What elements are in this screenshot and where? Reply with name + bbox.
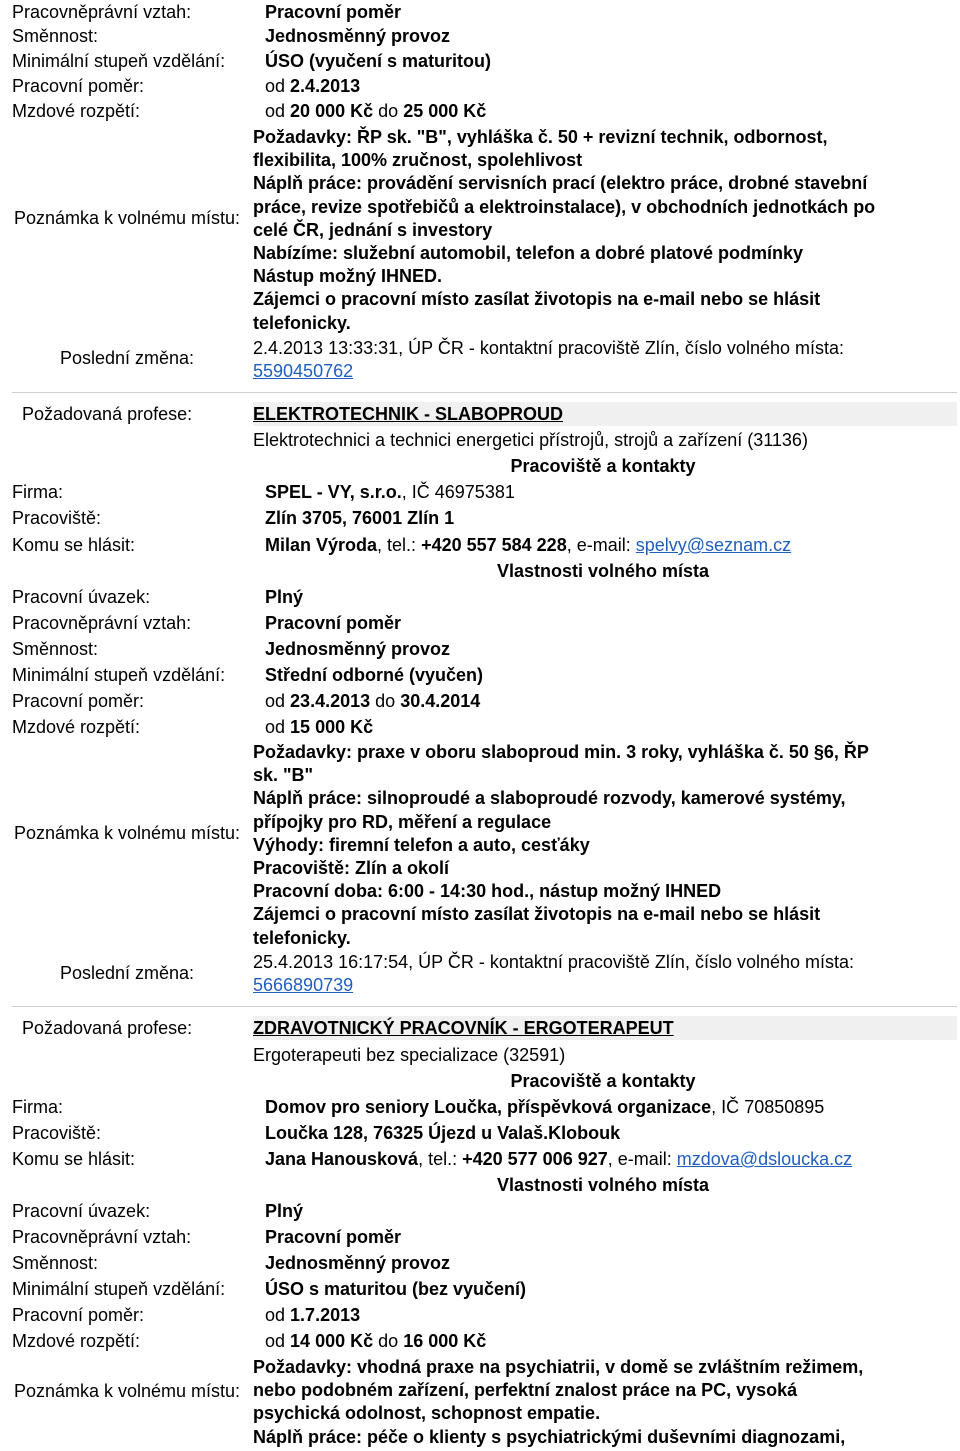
od-text: od (265, 76, 286, 96)
row-uvazek (12, 585, 304, 609)
label: Pracovní poměr: (12, 691, 145, 711)
od-text: od (265, 101, 286, 121)
value: Jednosměnný provoz (265, 639, 451, 659)
posledni-zmena-value (253, 951, 854, 997)
note-line: Zájemci o pracovní místo zasílat životopis na e-mail nebo se hlásit (253, 904, 821, 925)
poznamka-label: Poznámka k volnému místu: (13, 1381, 241, 1401)
label: Pracovní úvazek: (12, 587, 151, 607)
note-line: flexibilita, 100% zručnost, spolehlivost (253, 150, 583, 171)
row-pracoviste (12, 1121, 621, 1145)
profese-title: ZDRAVOTNICKÝ PRACOVNÍK - ERGOTERAPEUT (253, 1018, 674, 1038)
row-mzda (12, 99, 487, 123)
label: Firma: (12, 482, 63, 502)
note-line: Požadavky: ŘP sk. "B", vyhláška č. 50 + revizní technik, odbornost, (253, 127, 828, 147)
zmena-text: ÚP ČR - kontaktní pracoviště Zlín, číslo volného místa: (418, 952, 855, 972)
pomer-do: 30.4.2014 (400, 691, 481, 711)
note-line: sk. "B" (253, 765, 314, 786)
label: Minimální stupeň vzdělání: (12, 665, 226, 685)
value (265, 1303, 360, 1327)
cislo-mista-link[interactable]: 5666890739 (253, 975, 354, 995)
contact-name: Milan Výroda (265, 535, 378, 555)
separator (12, 1006, 957, 1007)
note-line: Náplň práce: péče o klienty s psychiatrickými duševními diagnozami, (253, 1426, 846, 1447)
value: Plný (265, 1201, 304, 1221)
poznamka-text (253, 126, 953, 335)
label: Pracoviště: (12, 1123, 102, 1143)
value (265, 689, 480, 713)
label: Směnnost: (12, 1253, 99, 1273)
mzda-od: 20 000 Kč (290, 101, 374, 121)
label: Mzdové rozpětí: (12, 101, 141, 121)
value (265, 1095, 824, 1119)
value: Pracovní poměr (265, 1227, 402, 1247)
zmena-line (253, 337, 844, 360)
od-text: od (265, 1331, 286, 1351)
pomer-od: 23.4.2013 (290, 691, 371, 711)
row-uvazek (12, 1199, 304, 1223)
poznamka-text (253, 741, 953, 950)
cislo-mista-link[interactable]: 5590450762 (253, 361, 354, 381)
profese-desc: Elektrotechnici a technici energetici přístrojů, strojů a zařízení (31136) (253, 430, 808, 450)
profese-title: ELEKTROTECHNIK - SLABOPROUD (253, 404, 563, 424)
poznamka-label: Poznámka k volnému místu: (13, 208, 241, 228)
label: Pracovněprávní vztah: (12, 1227, 192, 1247)
value (265, 715, 373, 739)
note-line: telefonicky. (253, 312, 351, 333)
row-profese (12, 1016, 192, 1040)
posledni-zmena-label: Poslední změna: (59, 348, 195, 368)
note-line: Nástup možný IHNED. (253, 266, 443, 287)
value: Pracovní poměr (265, 2, 402, 22)
section-vlastnosti: Vlastnosti volného místa (496, 1175, 710, 1195)
firma-name: Domov pro seniory Loučka, příspěvková organizace (265, 1097, 712, 1117)
mzda-do: 16 000 Kč (403, 1331, 487, 1351)
profese-desc: Ergoterapeuti bez specializace (32591) (253, 1045, 566, 1065)
note-line: přípojky pro RD, měření a regulace (253, 811, 552, 832)
label: Pracovněprávní vztah: (12, 613, 192, 633)
tel-label: , tel.: (418, 1149, 458, 1169)
row-profese (12, 402, 192, 426)
row-pomer (12, 74, 361, 98)
section-vlastnosti: Vlastnosti volného místa (496, 561, 710, 581)
row-komu (12, 1147, 853, 1171)
email-link[interactable]: spelvy@seznam.cz (635, 535, 792, 555)
section-kontakty: Pracoviště a kontakty (510, 456, 696, 476)
poznamka-text (253, 1356, 953, 1449)
row-pomer (12, 689, 481, 713)
label: Minimální stupeň vzdělání: (12, 51, 226, 71)
do-text: do (378, 1331, 399, 1351)
row-pracoviste (12, 506, 455, 530)
posledni-zmena-label: Poslední změna: (59, 963, 195, 983)
value (265, 1147, 852, 1171)
row-komu (12, 533, 792, 557)
label: Požadovaná profese: (22, 1018, 193, 1038)
row-vzdelani (12, 1277, 527, 1301)
note-line: psychická odolnost, schopnost empatie. (253, 1403, 601, 1424)
row-smennost (12, 1251, 451, 1275)
value (265, 480, 515, 504)
tel-label: , tel.: (377, 535, 417, 555)
email-link[interactable]: mzdova@dsloucka.cz (676, 1149, 853, 1169)
zmena-date: 2.4.2013 13:33:31, (253, 338, 404, 358)
row-firma (12, 480, 515, 504)
row-pomer (12, 1303, 361, 1327)
row-pracovnepravni (12, 1225, 402, 1249)
note-line: Zájemci o pracovní místo zasílat životopis na e-mail nebo se hlásit (253, 289, 821, 310)
poznamka-label: Poznámka k volnému místu: (13, 823, 241, 843)
row-pracovnepravni (12, 0, 402, 24)
row-mzda (12, 1329, 487, 1353)
note-line: Pracovní doba: 6:00 - 14:30 hod., nástup možný IHNED (253, 881, 722, 902)
ic-label: , IČ (711, 1097, 740, 1117)
row-vzdelani (12, 663, 484, 687)
tel-value: +420 557 584 228 (421, 535, 567, 555)
separator (12, 392, 957, 393)
label: Požadovaná profese: (22, 404, 193, 424)
contact-name: Jana Hanousková (265, 1149, 419, 1169)
label: Pracoviště: (12, 508, 102, 528)
pomer-od: 2.4.2013 (290, 76, 361, 96)
label: Směnnost: (12, 26, 99, 46)
row-pracovnepravni (12, 611, 402, 635)
od-text: od (265, 1305, 286, 1325)
label: Komu se hlásit: (12, 1149, 136, 1169)
note-line: telefonicky. (253, 927, 351, 948)
note-line: nebo podobném zařízení, perfektní znalost práce na PC, vysoká (253, 1380, 798, 1401)
note-line: Nabízíme: služební automobil, telefon a dobré platové podmínky (253, 243, 804, 264)
value: Loučka 128, 76325 Újezd u Valaš.Klobouk (265, 1123, 621, 1143)
label: Pracovní úvazek: (12, 1201, 151, 1221)
ic-value: 46975381 (434, 482, 515, 502)
note-line: Výhody: firemní telefon a auto, cesťáky (253, 834, 590, 855)
label: Firma: (12, 1097, 63, 1117)
row-mzda (12, 715, 374, 739)
note-line: Požadavky: vhodná praxe na psychiatrii, v domě se zvláštním režimem, (253, 1357, 864, 1377)
value: ÚSO s maturitou (bez vyučení) (265, 1279, 527, 1299)
pomer-od: 1.7.2013 (290, 1305, 361, 1325)
label: Pracovní poměr: (12, 76, 145, 96)
value: ÚSO (vyučení s maturitou) (265, 51, 492, 71)
value (265, 1329, 486, 1353)
ic-label: , IČ (401, 482, 430, 502)
label: Pracovněprávní vztah: (12, 2, 192, 22)
zmena-line (253, 951, 854, 974)
row-smennost (12, 24, 451, 48)
posledni-zmena-value (253, 337, 844, 383)
value (265, 74, 360, 98)
row-smennost (12, 637, 451, 661)
do-text: do (375, 691, 396, 711)
value: Plný (265, 587, 304, 607)
email-label: , e-mail: (566, 535, 631, 555)
value: Pracovní poměr (265, 613, 402, 633)
label: Komu se hlásit: (12, 535, 136, 555)
tel-value: +420 577 006 927 (462, 1149, 608, 1169)
note-line: Náplň práce: provádění servisních prací (elektro práce, drobné stavební (253, 173, 868, 194)
profese-bar (253, 402, 957, 426)
zmena-text: ÚP ČR - kontaktní pracoviště Zlín, číslo volného místa: (408, 338, 844, 358)
ic-value: 70850895 (744, 1097, 825, 1117)
note-line: Požadavky: praxe v oboru slaboproud min. 3 roky, vyhláška č. 50 §6, ŘP (253, 742, 869, 762)
mzda-od: 15 000 Kč (290, 717, 374, 737)
section-kontakty: Pracoviště a kontakty (510, 1071, 696, 1091)
od-text: od (265, 691, 286, 711)
note-line: práce, revize spotřebičů a elektroinstalace), v obchodních jednotkách po (253, 196, 876, 217)
note-line: Pracoviště: Zlín a okolí (253, 858, 450, 879)
note-line: celé ČR, jednání s investory (253, 219, 493, 240)
do-text: do (378, 101, 399, 121)
row-firma (12, 1095, 825, 1119)
label: Minimální stupeň vzdělání: (12, 1279, 226, 1299)
value (265, 533, 791, 557)
value: Střední odborné (vyučen) (265, 665, 484, 685)
firma-name: SPEL - VY, s.r.o. (265, 482, 402, 502)
label: Mzdové rozpětí: (12, 1331, 141, 1351)
zmena-date: 25.4.2013 16:17:54, (253, 952, 414, 972)
label: Pracovní poměr: (12, 1305, 145, 1325)
value: Jednosměnný provoz (265, 1253, 451, 1273)
note-line: Náplň práce: silnoproudé a slaboproudé rozvody, kamerové systémy, (253, 788, 846, 809)
label: Směnnost: (12, 639, 99, 659)
mzda-do: 25 000 Kč (403, 101, 487, 121)
od-text: od (265, 717, 286, 737)
email-label: , e-mail: (607, 1149, 672, 1169)
value (265, 99, 486, 123)
label: Mzdové rozpětí: (12, 717, 141, 737)
row-vzdelani (12, 49, 492, 73)
value: Jednosměnný provoz (265, 26, 451, 46)
profese-bar (253, 1016, 957, 1040)
value: Zlín 3705, 76001 Zlín 1 (265, 508, 455, 528)
mzda-od: 14 000 Kč (290, 1331, 374, 1351)
